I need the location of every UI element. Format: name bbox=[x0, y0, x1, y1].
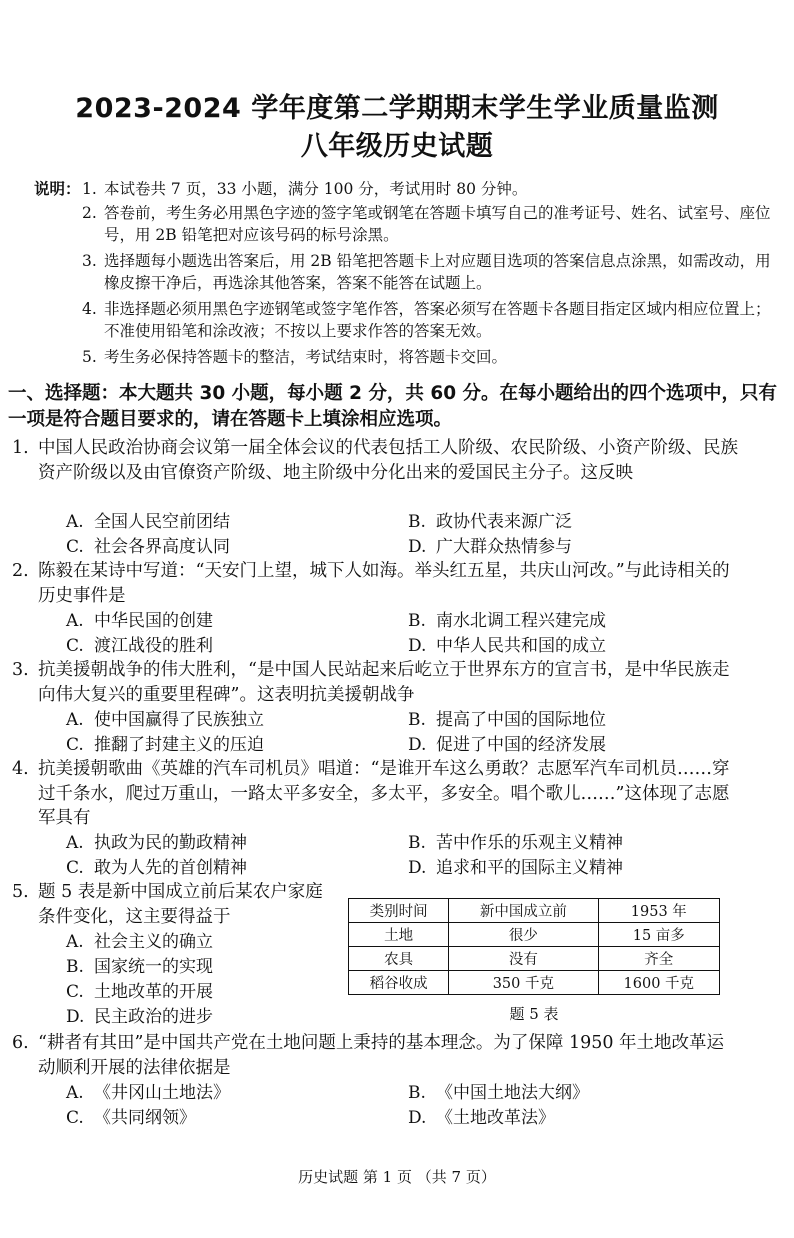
option-b: B. 《中国土地法大纲》 bbox=[408, 1083, 589, 1103]
option-c: C. 渡江战役的胜利 bbox=[66, 636, 213, 656]
instruction-number: 2. bbox=[82, 204, 97, 222]
instruction-text: 答卷前，考生务必用黑色字迹的签字笔或钢笔在答题卡填写自己的准考证号、姓名、试室号、座位号，用 2B 铅笔把对应该号码的标号涂黑。 bbox=[104, 204, 771, 244]
option-c: C. 社会各界高度认同 bbox=[66, 537, 230, 557]
table-cell: 350 千克 bbox=[449, 971, 598, 995]
table-cell: 很少 bbox=[449, 923, 598, 947]
instruction-number: 3. bbox=[82, 252, 97, 270]
option-a: A. 中华民国的创建 bbox=[66, 611, 213, 631]
option-b: B. 提高了中国的国际地位 bbox=[408, 710, 606, 730]
instruction-text: 非选择题必须用黑色字迹钢笔或签字笔作答，答案必须写在答题卡各题目指定区域内相应位置上；不准使用铅笔和涂改液；不按以上要求作答的答案无效。 bbox=[104, 300, 771, 340]
option-b: B. 南水北调工程兴建完成 bbox=[408, 611, 606, 631]
option-a: A. 社会主义的确立 bbox=[66, 932, 213, 952]
table-cell: 稻谷收成 bbox=[349, 971, 449, 995]
table-row bbox=[349, 923, 720, 947]
option-d: D. 广大群众热情参与 bbox=[408, 537, 572, 557]
option-b: B. 苦中作乐的乐观主义精神 bbox=[408, 833, 623, 853]
instruction-text: 本试卷共 7 页，33 小题，满分 100 分，考试用时 80 分钟。 bbox=[104, 180, 528, 198]
option-d: D. 促进了中国的经济发展 bbox=[408, 735, 606, 755]
question-number: 6. bbox=[12, 1033, 29, 1053]
question-number: 3. bbox=[12, 660, 29, 680]
question-stem: 中国人民政治协商会议第一届全体会议的代表包括工人阶级、农民阶级、小资产阶级、民族资产阶级以及由官僚资产阶级、地主阶级中分化出来的爱国民主分子。这反映 bbox=[38, 438, 738, 483]
option-c: C. 敢为人先的首创精神 bbox=[66, 858, 247, 878]
question-number: 5. bbox=[12, 882, 29, 902]
question-stem: 陈毅在某诗中写道：“天安门上望，城下人如海。举头红五星，共庆山河改。”与此诗相关的历史事件是 bbox=[38, 561, 730, 606]
question-stem: 抗美援朝战争的伟大胜利，“是中国人民站起来后屹立于世界东方的宣言书，是中华民族走向伟大复兴的重要里程碑”。这表明抗美援朝战争 bbox=[38, 660, 730, 705]
option-c: C. 土地改革的开展 bbox=[66, 982, 213, 1002]
option-d: D. 中华人民共和国的成立 bbox=[408, 636, 606, 656]
table-cell: 1953 年 bbox=[598, 899, 719, 923]
table-cell: 1600 千克 bbox=[598, 971, 719, 995]
table-cell: 类别时间 bbox=[349, 899, 449, 923]
question-stem: “耕者有其田”是中国共产党在土地问题上秉持的基本理念。为了保障 1950 年土地改革运动顺利开展的法律依据是 bbox=[38, 1033, 725, 1078]
option-c: C. 推翻了封建主义的压迫 bbox=[66, 735, 264, 755]
question-number: 4. bbox=[12, 759, 29, 779]
table-cell: 土地 bbox=[349, 923, 449, 947]
option-b: B. 国家统一的实现 bbox=[66, 957, 213, 977]
option-a: A. 执政为民的勤政精神 bbox=[66, 833, 247, 853]
table-cell: 15 亩多 bbox=[598, 923, 719, 947]
table-cell: 齐全 bbox=[598, 947, 719, 971]
table-row bbox=[349, 971, 720, 995]
exam-title: 2023-2024 学年度第二学期期末学生学业质量监测 bbox=[75, 93, 719, 124]
instruction-number: 5. bbox=[82, 348, 97, 366]
instruction-text: 考生务必保持答题卡的整洁，考试结束时，将答题卡交回。 bbox=[104, 348, 508, 366]
option-a: A. 使中国赢得了民族独立 bbox=[66, 710, 264, 730]
table-row bbox=[349, 947, 720, 971]
option-d: D. 《土地改革法》 bbox=[408, 1108, 555, 1128]
option-a: A. 《井冈山土地法》 bbox=[66, 1083, 230, 1103]
option-c: C. 《共同纲领》 bbox=[66, 1108, 196, 1128]
instruction-text: 选择题每小题选出答案后，用 2B 铅笔把答题卡上对应题目选项的答案信息点涂黑，如需改动，用橡皮擦干净后，再选涂其他答案，答案不能答在试题上。 bbox=[104, 252, 771, 292]
table-5-caption: 题 5 表 bbox=[509, 1005, 559, 1023]
table-cell: 没有 bbox=[449, 947, 598, 971]
option-d: D. 追求和平的国际主义精神 bbox=[408, 858, 623, 878]
table-cell: 新中国成立前 bbox=[449, 899, 598, 923]
table-cell: 农具 bbox=[349, 947, 449, 971]
option-d: D. 民主政治的进步 bbox=[66, 1007, 213, 1027]
instructions-label: 说明： bbox=[34, 180, 81, 198]
table-row bbox=[349, 899, 720, 923]
instruction-number: 4. bbox=[82, 300, 97, 318]
instruction-number: 1. bbox=[82, 180, 97, 198]
question-number: 1. bbox=[12, 438, 29, 458]
exam-subtitle: 八年级历史试题 bbox=[300, 131, 494, 162]
option-b: B. 政协代表来源广泛 bbox=[408, 512, 572, 532]
section-heading: 一、选择题：本大题共 30 小题，每小题 2 分，共 60 分。在每小题给出的四个选项中，只有一项是符合题目要求的，请在答题卡上填涂相应选项。 bbox=[8, 383, 778, 430]
question-stem: 抗美援朝歌曲《英雄的汽车司机员》唱道：“是谁开车这么勇敢？志愿军汽车司机员……穿过千条水，爬过万重山，一路太平多安全，多太平，多安全。唱个歌儿……”这体现了志愿军具有 bbox=[38, 759, 730, 828]
table-5 bbox=[348, 898, 720, 995]
question-number: 2. bbox=[12, 561, 29, 581]
page-footer: 历史试题 第 1 页 （共 7 页） bbox=[298, 1168, 496, 1186]
question-stem: 题 5 表是新中国成立前后某农户家庭条件变化，这主要得益于 bbox=[38, 882, 323, 927]
option-a: A. 全国人民空前团结 bbox=[66, 512, 230, 532]
